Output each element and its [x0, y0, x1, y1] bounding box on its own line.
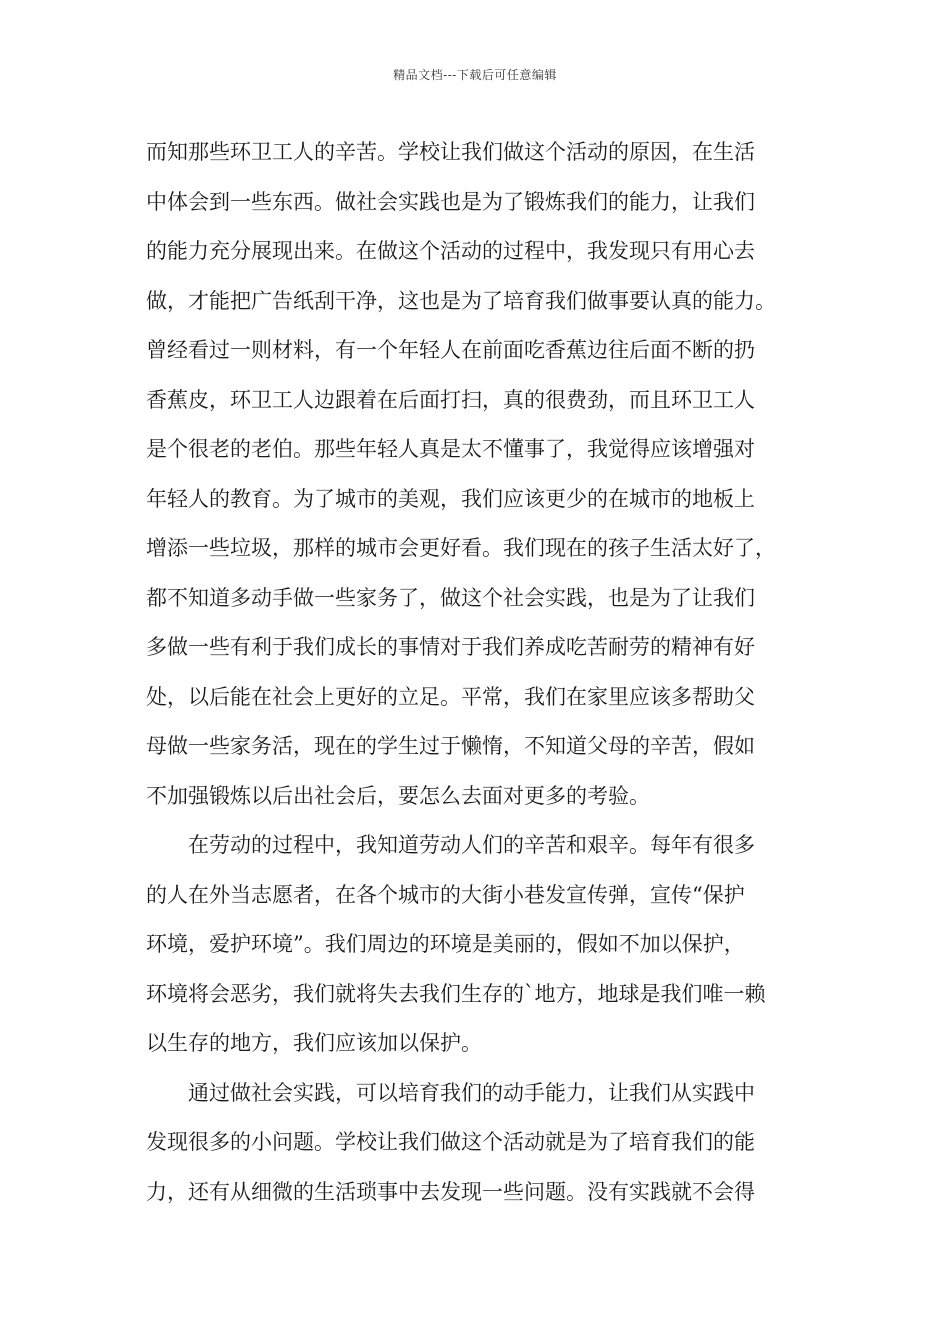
text-line: 以生存的地方，我们应该加以保护。 [146, 1031, 482, 1055]
text-line: 通过做社会实践，可以培育我们的动手能力，让我们从实践中 [146, 1080, 755, 1105]
paragraph-1 [146, 128, 810, 821]
text-line: 环境，爱护环境”。我们周边的环境是美丽的，假如不加以保护， [146, 932, 745, 956]
text-line: 的能力充分展现出来。在做这个活动的过程中，我发现只有用心去 [146, 239, 755, 263]
text-line: 环境将会恶劣，我们就将失去我们生存的`地方，地球是我们唯一赖 [146, 981, 766, 1006]
text-line: 中体会到一些东西。做社会实践也是为了锻炼我们的能力，让我们 [146, 189, 755, 214]
text-line: 曾经看过一则材料，有一个年轻人在前面吃香蕉边往后面不断的扔 [146, 338, 755, 362]
text-line: 发现很多的小问题。学校让我们做这个活动就是为了培育我们的能 [146, 1130, 755, 1154]
page-header: 精品文档---下载后可任意编辑 [393, 68, 557, 82]
text-line: 母做一些家务活，现在的学生过于懒惰，不知道父母的辛苦，假如 [146, 734, 755, 758]
text-line: 不加强锻炼以后出社会后，要怎么去面对更多的考验。 [146, 783, 650, 808]
text-line: 而知那些环卫工人的辛苦。学校让我们做这个活动的原因，在生活 [146, 140, 755, 164]
text-line: 的人在外当志愿者，在各个城市的大街小巷发宣传弹，宣传“保护 [146, 882, 745, 907]
text-line: 香蕉皮，环卫工人边跟着在后面打扫，真的很费劲，而且环卫工人 [146, 387, 755, 412]
text-line: 做，才能把广告纸刮干净，这也是为了培育我们做事要认真的能力。 [146, 288, 776, 313]
text-line: 增添一些垃圾，那样的城市会更好看。我们现在的孩子生活太好了， [146, 536, 776, 560]
paragraph-2 [146, 821, 810, 1069]
text-line: 年轻人的教育。为了城市的美观，我们应该更少的在城市的地板上 [146, 486, 755, 511]
text-line: 力，还有从细微的生活琐事中去发现一些问题。没有实践就不会得 [146, 1179, 755, 1204]
paragraph-3 [146, 1069, 810, 1218]
text-line: 多做一些有利于我们成长的事情对于我们养成吃苦耐劳的精神有好 [146, 635, 755, 659]
text-line: 都不知道多动手做一些家务了，做这个社会实践，也是为了让我们 [146, 585, 755, 610]
document-body [146, 128, 810, 1217]
text-line: 处，以后能在社会上更好的立足。平常，我们在家里应该多帮助父 [146, 684, 755, 709]
text-line: 在劳动的过程中，我知道劳动人们的辛苦和艰辛。每年有很多 [146, 833, 755, 857]
text-line: 是个很老的老伯。那些年轻人真是太不懂事了，我觉得应该增强对 [146, 437, 755, 461]
